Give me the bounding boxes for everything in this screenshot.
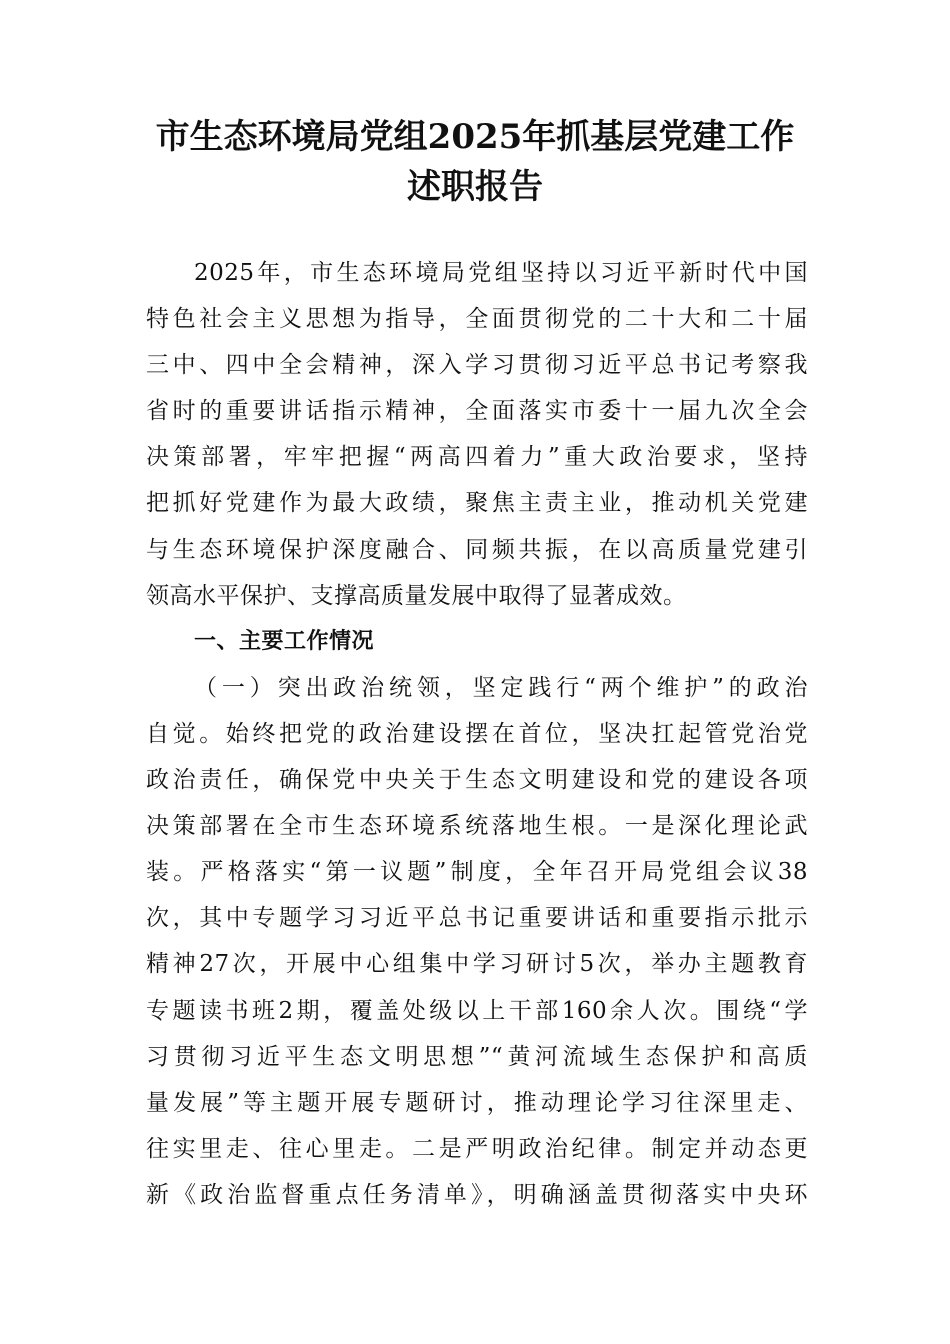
paragraph-line: 自觉。始终把党的政治建设摆在首位，坚决扛起管党治党 [146, 720, 808, 747]
paragraph-line: 三中、四中全会精神，深入学习贯彻习近平总书记考察我 [146, 352, 808, 379]
paragraph-line: 精神27次，开展中心组集中学习研讨5次，举办主题教育 [146, 951, 808, 978]
paragraph-line: （一）突出政治统领，坚定践行“两个维护”的政治 [194, 674, 808, 701]
paragraph-line: 专题读书班2期，覆盖处级以上干部160余人次。围绕“学 [146, 997, 808, 1024]
paragraph-line: 新《政治监督重点任务清单》，明确涵盖贯彻落实中央环 [146, 1181, 808, 1208]
title-line-1: 市生态环境局党组2025年抓基层党建工作 [155, 117, 795, 157]
paragraph-line: 与生态环境保护深度融合、同频共振，在以高质量党建引 [146, 536, 808, 563]
paragraph-line: 把抓好党建作为最大政绩，聚焦主责主业，推动机关党建 [146, 490, 808, 517]
paragraph-line: 往实里走、往心里走。二是严明政治纪律。制定并动态更 [146, 1135, 808, 1162]
document-title [120, 112, 830, 212]
document-body [146, 250, 808, 1218]
paragraph-line: 装。严格落实“第一议题”制度，全年召开局党组会议38 [146, 859, 808, 886]
title-line-2: 述职报告 [407, 167, 543, 207]
paragraph-line: 政治责任，确保党中央关于生态文明建设和党的建设各项 [146, 767, 808, 794]
paragraph-line: 特色社会主义思想为指导，全面贯彻党的二十大和二十届 [146, 306, 808, 333]
paragraph-line: 习贯彻习近平生态文明思想”“黄河流域生态保护和高质 [146, 1043, 808, 1070]
paragraph-line: 领高水平保护、支撑高质量发展中取得了显著成效。 [146, 582, 687, 609]
section-heading: 一、主要工作情况 [194, 628, 375, 654]
paragraph-line: 2025年，市生态环境局党组坚持以习近平新时代中国 [194, 260, 808, 286]
paragraph-line: 省时的重要讲话指示精神，全面落实市委十一届九次全会 [146, 398, 808, 425]
paragraph-line: 量发展”等主题开展专题研讨，推动理论学习往深里走、 [146, 1089, 808, 1116]
paragraph-line: 决策部署在全市生态环境系统落地生根。一是深化理论武 [146, 813, 808, 840]
paragraph-line: 决策部署，牢牢把握“两高四着力”重大政治要求，坚持 [146, 444, 808, 471]
paragraph-line: 次，其中专题学习习近平总书记重要讲话和重要指示批示 [146, 905, 808, 932]
